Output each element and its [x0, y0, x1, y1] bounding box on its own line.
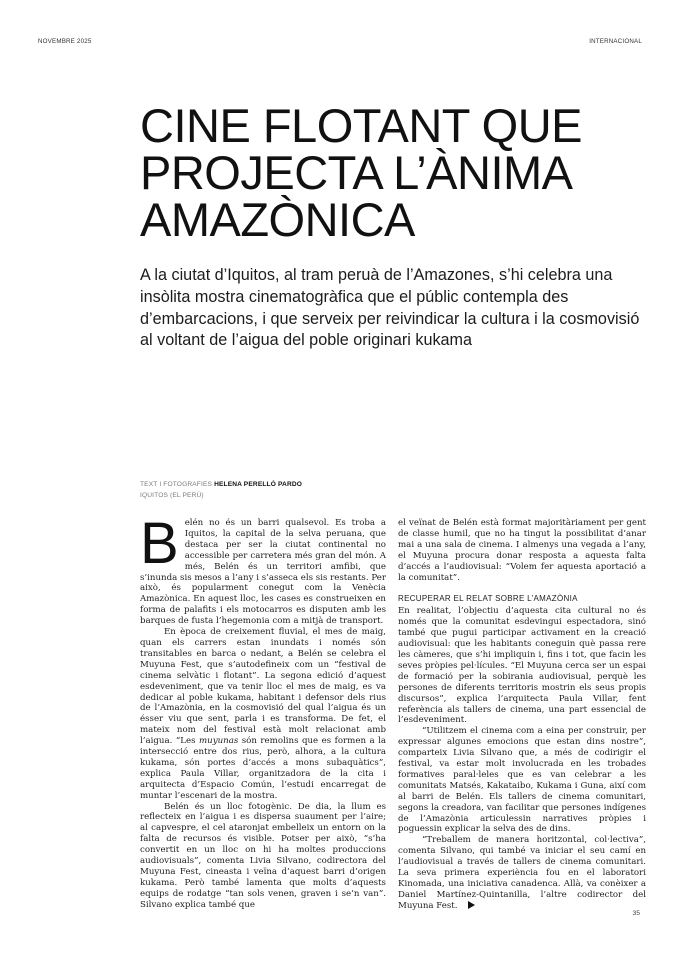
body-paragraph: En realitat, l’objectiu d’aquesta cita cultural no és només que la comunitat esdevingui espectadora, sinó també que pugui participar activament en la creació audiovisual: que les habitants coneguin què passa rere les càmeres, que s’hi impliquin i, fins i tot, que facin les seves pròpies pel·lícules. “El Muyuna cerca ser un espai de formació per la sobirania audiovisual, perquè les persones de diferents territoris mostrin els seus propis discursos”, explica l’arquitecta Paula Villar, fent referència als tallers de cinema, una part essencial de l’esdeveniment.: [398, 606, 646, 726]
headline-line: PROJECTA L’ÀNIMA: [140, 146, 573, 199]
article-headline: [140, 99, 640, 246]
body-column-right: [398, 518, 646, 912]
body-column-left: [140, 511, 386, 911]
section-subhead: RECUPERAR EL RELAT SOBRE L’AMAZÒNIA: [398, 594, 578, 604]
byline-place: IQUITOS (EL PERÚ): [140, 492, 204, 499]
article-lead: A la ciutat d’Iquitos, al tram peruà de l’Amazones, s’hi celebra una insòlita mostra cinematogràfica que el públic contempla des d’embarcacions, i que serveix per reivindicar la cultura i la cosmovisió al voltant de l’aigua del poble originari kukama: [140, 266, 640, 350]
issue-date: NOVEMBRE 2025: [38, 38, 92, 45]
paragraph-text: “Treballem de manera horitzontal, col·lectiva”, comenta Silvano, qui també va iniciar el seu camí en l’audiovisual a través de tallers de cinema comunitari. La seva primera experiència fou en el laboratori Kinomada, una iniciativa canadenca. Allà, va conèixer a Daniel Martínez-Quintanilla, l’altre codirector del Muyuna Fest.: [398, 835, 646, 911]
drop-cap: B: [140, 511, 179, 576]
paragraph-text: En època de creixement fluvial, el mes de maig, quan els carrers estan inundats i només són transitables en barca o nedant, a Belén se celebra el Muyuna Fest, que s’autodefineix com un “festival de cinema selvàtic i flotant”. La segona edició d’aquest esdeveniment, que va tenir lloc el mes de maig, es va dedicar al poble kukama, habitant i defensor dels rius de l’Amazònia, en la cosmovisió del qual l’aigua és un ésser viu que sent, parla i es transforma. De fet, el mateix nom del festival està molt relacionat amb l’aigua. “Les: [140, 627, 386, 747]
byline-credit: [140, 479, 302, 490]
paragraph-text: són remolins que es formen a la intersecció entre dos rius, però, alhora, a la cultura kukama, són portes d’accés a mons subaquàtics”, explica Paula Villar, organitzadora de la cita i arquitecta d’Espacio Común, l’estudi encarregat de muntar l’escenari de la mostra.: [140, 736, 386, 801]
section-label: INTERNACIONAL: [589, 38, 642, 45]
headline-line: AMAZÒNICA: [140, 193, 415, 246]
body-paragraph: Belén és un lloc fotogènic. De dia, la llum es reflecteix en l’aigua i es dispersa suaument per l’aire; al capvespre, el cel ataronjat embelleix un entorn on la falta de recursos és visible. Potser per això, “s’ha convertit en un lloc on hi ha moltes produccions audiovisuals”, comenta Livia Silvano, codirectora del Muyuna Fest, cineasta i veïna d’aquest barri d’origen kukama. Però també lamenta que molts d’aquests equips de rodatge “tan sols venen, graven i se’n van”. Silvano explica també que: [140, 801, 386, 910]
end-of-article-icon: [468, 901, 475, 909]
paragraph-text: elén no és un barri qualsevol. Es troba a Iquitos, la capital de la selva peruana, que destaca per ser la ciutat continental no accessible per carretera més gran del món. A més, Belén és un territori amfibi, que s’inunda sis mesos a l’any i s’asseca els sis restants. Per això, és popularment conegut com la Venècia Amazònica. En aquest lloc, les cases es construeixen en forma de palafits i els motocarros es disputen amb les barques de fusta l’hegemonia com a mitjà de transport.: [140, 518, 386, 627]
body-paragraph: [140, 511, 386, 627]
headline-line: CINE FLOTANT QUE: [140, 99, 583, 152]
italic-term: muyunas: [198, 736, 239, 747]
body-paragraph: [398, 835, 646, 911]
byline-label: TEXT I FOTOGRAFIES: [140, 481, 215, 488]
byline-author: HELENA PERELLÓ PARDO: [214, 481, 303, 488]
byline: [140, 479, 302, 501]
body-paragraph: [140, 627, 386, 802]
body-paragraph: el veïnat de Belén està format majoritàriament per gent de classe humil, que no ha tingut la possibilitat d’anar mai a una sala de cinema. I almenys una vegada a l’any, el Muyuna procura donar resposta a aquesta falta d’accés a l’audiovisual: “Volem fer aquesta aportació a la comunitat”.: [398, 518, 646, 583]
body-paragraph: “Utilitzem el cinema com a eina per construir, per expressar algunes emocions que estan dins nostre”, comparteix Livia Silvano que, a més de codirigir el festival, va estar molt involucrada en les trobades formatives paral·leles que es van celebrar a les comunitats Matsés, Kakataibo, Kukama i Guna, així com al barri de Belén. Els tallers de cinema comunitari, segons la creadora, van facilitar que persones indígenes de l’Amazònia articulessin narratives pròpies i poguessin explicar la selva des de dins.: [398, 726, 646, 835]
page-number: 35: [632, 910, 640, 917]
